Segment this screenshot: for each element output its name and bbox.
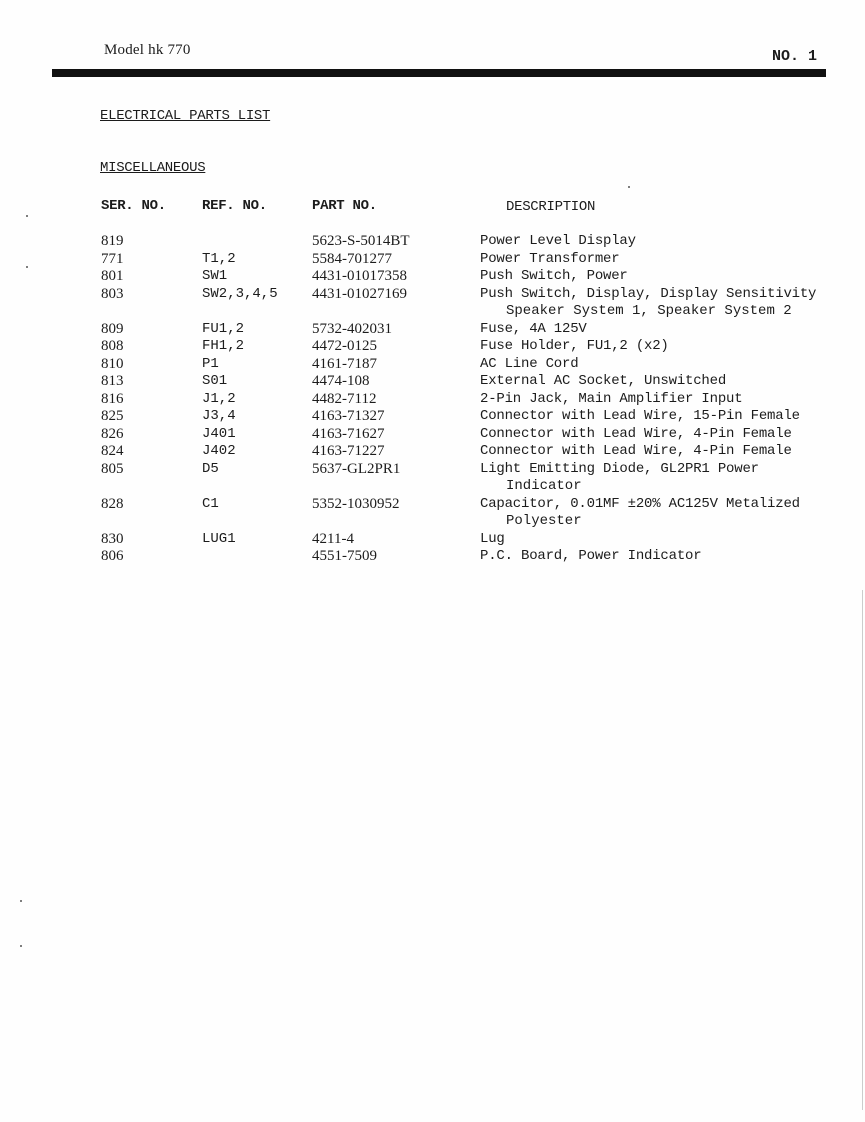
section-title: ELECTRICAL PARTS LIST — [100, 108, 271, 124]
ser-cell: 808 — [101, 338, 124, 354]
part-cell: 4551-7509 — [312, 548, 377, 564]
ser-cell: 826 — [101, 425, 124, 442]
description-cell: Push Switch, Display, Display Sensitivity — [480, 285, 817, 302]
scan-speck — [26, 266, 28, 268]
description-cell: Push Switch, Power — [480, 268, 628, 284]
table-row — [0, 443, 865, 461]
parts-table — [0, 233, 865, 566]
scan-speck — [26, 215, 28, 217]
table-row — [0, 373, 865, 391]
description-cell: AC Line Cord — [480, 355, 579, 372]
header-rule — [52, 69, 826, 77]
ref-cell: S01 — [202, 373, 228, 389]
ref-cell: J401 — [202, 425, 236, 442]
description-continuation: Speaker System 1, Speaker System 2 — [506, 303, 792, 319]
description-cell: Power Transformer — [480, 250, 620, 267]
part-cell: 4472-0125 — [312, 338, 377, 354]
table-row-continuation — [0, 478, 865, 496]
ref-cell: T1,2 — [202, 250, 236, 267]
table-row — [0, 268, 865, 286]
table-row — [0, 461, 865, 479]
part-cell: 4482-7112 — [312, 390, 377, 407]
table-row — [0, 321, 865, 339]
description-cell: Capacitor, 0.01MF ±20% AC125V Metalized — [480, 495, 800, 512]
column-header-ser: SER. NO. — [101, 198, 166, 214]
scan-speck — [628, 186, 630, 188]
part-cell: 5732-402031 — [312, 320, 392, 337]
description-cell: External AC Socket, Unswitched — [480, 373, 727, 389]
part-cell: 5352-1030952 — [312, 495, 400, 512]
ref-cell: LUG1 — [202, 530, 236, 547]
ser-cell: 825 — [101, 408, 124, 424]
table-row — [0, 496, 865, 514]
ser-cell: 809 — [101, 320, 124, 337]
part-cell: 5637-GL2PR1 — [312, 460, 401, 477]
ser-cell: 816 — [101, 390, 124, 407]
part-cell: 4474-108 — [312, 373, 370, 389]
model-label: Model hk 770 — [104, 42, 191, 58]
ref-cell: SW2,3,4,5 — [202, 285, 278, 302]
ser-cell: 771 — [101, 250, 124, 267]
ref-cell: J3,4 — [202, 408, 236, 424]
description-continuation: Indicator — [506, 478, 582, 494]
column-header-part: PART NO. — [312, 198, 377, 214]
table-row-continuation — [0, 513, 865, 531]
ser-cell: 824 — [101, 443, 124, 459]
scan-speck — [20, 900, 22, 902]
ser-cell: 819 — [101, 233, 124, 249]
description-cell: Power Level Display — [480, 233, 636, 249]
ref-cell: C1 — [202, 495, 219, 512]
ref-cell: FH1,2 — [202, 338, 245, 354]
description-cell: Connector with Lead Wire, 15-Pin Female — [480, 408, 800, 424]
part-cell: 5623-S-5014BT — [312, 233, 410, 249]
ser-cell: 813 — [101, 373, 124, 389]
part-cell: 4211-4 — [312, 530, 354, 547]
description-continuation: Polyester — [506, 513, 582, 529]
part-cell: 4431-01027169 — [312, 285, 407, 302]
table-row — [0, 391, 865, 409]
table-row — [0, 338, 865, 356]
part-cell: 4161-7187 — [312, 355, 377, 372]
page-number: NO. 1 — [771, 48, 817, 65]
part-cell: 5584-701277 — [312, 250, 392, 267]
ser-cell: 830 — [101, 530, 124, 547]
description-cell: Lug — [480, 530, 505, 547]
table-row — [0, 356, 865, 374]
ref-cell: J402 — [202, 443, 236, 459]
table-row — [0, 426, 865, 444]
table-row — [0, 286, 865, 304]
scan-speck — [20, 945, 22, 947]
column-header-ref: REF. NO. — [202, 198, 267, 214]
ref-cell: FU1,2 — [202, 320, 245, 337]
part-cell: 4163-71327 — [312, 408, 385, 424]
description-cell: Fuse, 4A 125V — [480, 320, 587, 337]
ser-cell: 810 — [101, 355, 124, 372]
description-cell: P.C. Board, Power Indicator — [480, 548, 702, 564]
table-row — [0, 408, 865, 426]
part-cell: 4163-71227 — [312, 443, 385, 459]
description-cell: 2-Pin Jack, Main Amplifier Input — [480, 390, 743, 407]
scan-edge-line — [862, 590, 863, 1110]
part-cell: 4431-01017358 — [312, 268, 407, 284]
table-row — [0, 233, 865, 251]
description-cell: Light Emitting Diode, GL2PR1 Power — [480, 460, 759, 477]
ref-cell: SW1 — [202, 268, 228, 284]
ser-cell: 803 — [101, 285, 124, 302]
table-row — [0, 531, 865, 549]
description-cell: Fuse Holder, FU1,2 (x2) — [480, 338, 669, 354]
part-cell: 4163-71627 — [312, 425, 385, 442]
ref-cell: D5 — [202, 460, 219, 477]
ser-cell: 805 — [101, 460, 124, 477]
subsection-title: MISCELLANEOUS — [100, 160, 206, 176]
column-header-description: DESCRIPTION — [506, 199, 596, 215]
table-row-continuation — [0, 303, 865, 321]
ser-cell: 806 — [101, 548, 124, 564]
table-row — [0, 548, 865, 566]
ser-cell: 828 — [101, 495, 124, 512]
description-cell: Connector with Lead Wire, 4-Pin Female — [480, 425, 792, 442]
table-row — [0, 251, 865, 269]
ser-cell: 801 — [101, 268, 124, 284]
ref-cell: P1 — [202, 355, 219, 372]
description-cell: Connector with Lead Wire, 4-Pin Female — [480, 443, 792, 459]
ref-cell: J1,2 — [202, 390, 236, 407]
